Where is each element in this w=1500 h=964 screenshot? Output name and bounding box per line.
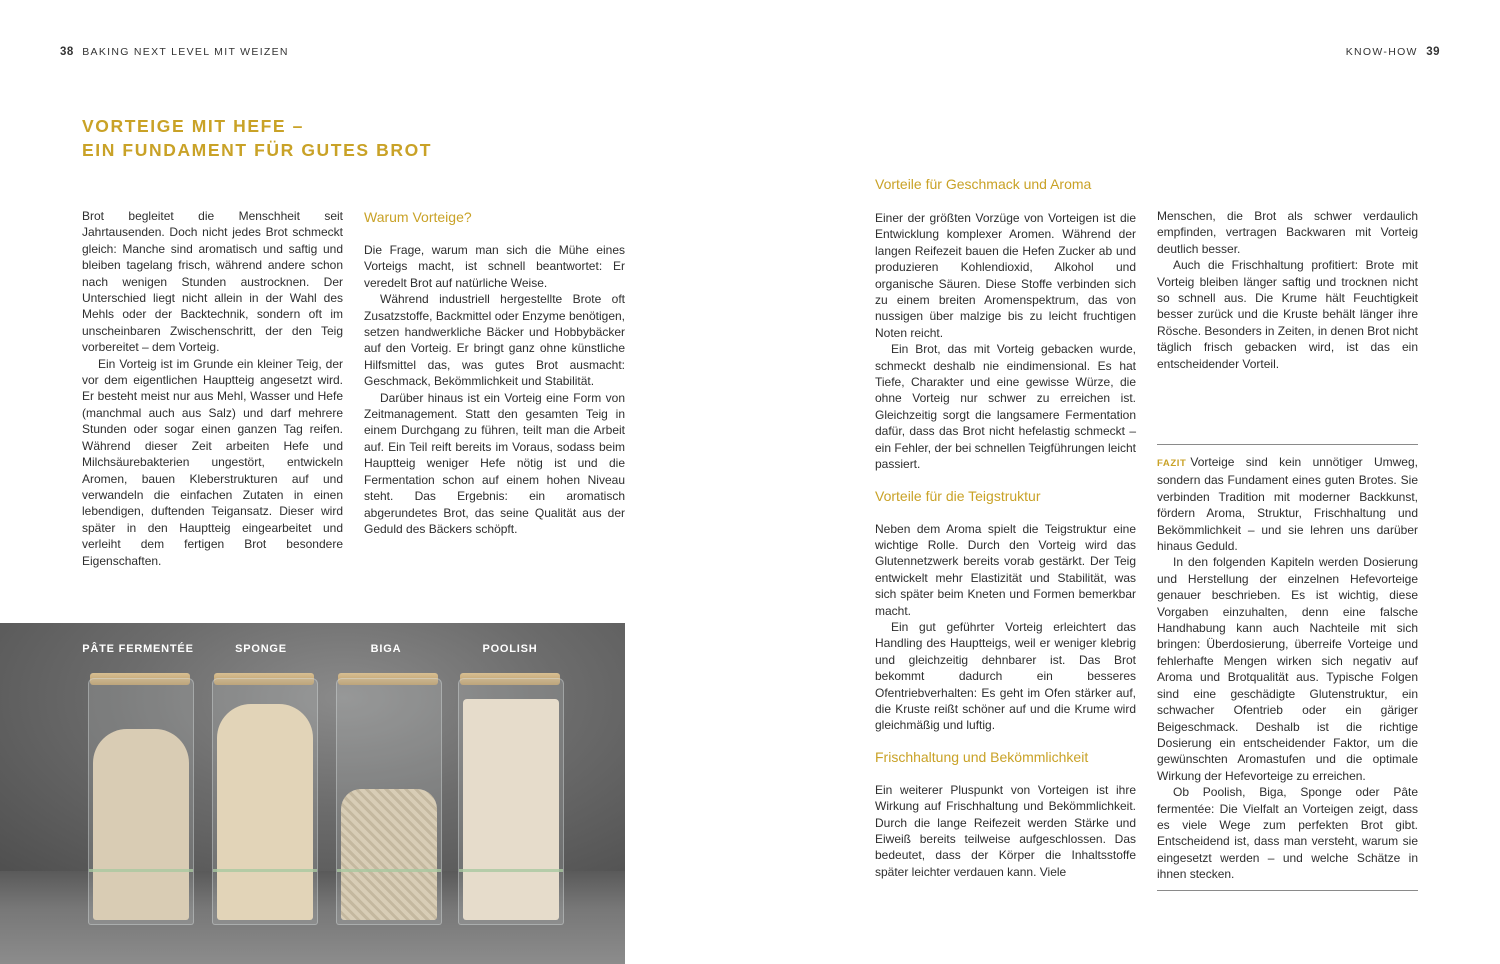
heading-teigstruktur: Vorteile für die Teigstruktur <box>875 487 1041 504</box>
jar-biga <box>336 678 442 925</box>
warum-paragraph-1: Die Frage, warum man sich die Mühe eines Vorteigs macht, ist schnell beantwortet: Er veredelt Brot auf natürliche Weise. <box>364 243 625 290</box>
frische-paragraph-2: Menschen, die Brot als schwer verdaulich empfinden, vertragen Backwaren mit Vorteig deutlich besser. <box>1157 209 1418 256</box>
heading-warum-vorteige: Warum Vorteige? <box>364 209 472 225</box>
aroma-paragraph-1: Einer der größten Vorzüge von Vorteigen ist die Entwicklung komplexer Aromen. Während der langen Reifezeit bauen die Hefen Zucker ab und produzieren Kohlendioxid, Alkohol und organische Säuren. Diese Stoffe verbinden sich zu einem breiten Aromenspektrum, das von nussigen über malzige bis zu leicht fruchtigen Noten reicht. <box>875 211 1136 340</box>
jar-label-poolish: POOLISH <box>482 643 538 655</box>
frische-paragraph-1: Ein weiterer Pluspunkt von Vorteigen ist ihre Wirkung auf Frischhaltung und Bekömmlichkeit. Durch die lange Reifezeit werden Stärke und Eiweiß bereits teilweise aufgeschlossen. Das bedeutet, dass der Körper die Inhaltsstoffe später leichter verdauen kann. Viele <box>875 782 1136 879</box>
jar-fill-biga <box>341 789 437 920</box>
fazit-paragraph-1 <box>1157 454 1418 554</box>
heading-frischhaltung: Frischhaltung und Bekömmlichkeit <box>875 748 1089 765</box>
right-running-title: KNOW-HOW <box>1345 46 1418 58</box>
fazit-paragraph-2: In den folgenden Kapiteln werden Dosierung und Herstellung der einzelnen Hefevorteige genauer beschrieben. Es ist wichtig, diese Vorgaben einzuhalten, denn eine falsche Handhabung kann auch Nachteile mit sich bringen: Überdosierung, überreife Vorteige und fehlerhafte Mengen wirken sich negativ auf Aroma und Brotqualität aus. Typische Folgen sind eine geschädigte Glutenstruktur, ein schwacher Ofentrieb oder ein gäriger Beigeschmack. Deshalb ist die richtige Dosierung ein entscheidender Faktor, um die gewünschten Aromastufen und die optimale Wirkung der Hefevorteige zu erreichen. <box>1157 555 1418 783</box>
jar-band-biga <box>337 869 441 872</box>
warum-paragraph-3: Darüber hinaus ist ein Vorteig eine Form von Zeitmanagement. Statt den gesamten Teig in einem Durchgang zu führen, teilt man die Arbeit auf. Ein Teil reift bereits im Voraus, sodass beim Hauptteig weniger Hefe nötig ist und die Fermentation schon auf einem hohen Niveau steht. Das Ergebnis: ein aromatisch abgerundetes Brot, das seine Qualität aus der Geduld des Bäckers schöpft. <box>364 390 625 536</box>
left-folio <box>60 46 289 58</box>
fazit-paragraph-3: Ob Poolish, Biga, Sponge oder Pâte fermentée: Die Vielfalt an Vorteigen zeigt, dass es viele Wege zum perfekten Brot gibt. Entscheidend ist, dass man versteht, warum sie eingesetzt werden – und welche Schätze in ihnen stecken. <box>1157 785 1418 882</box>
jar-label-pate-fermentee: PÂTE FERMENTÉE <box>82 643 194 655</box>
jar-pate-fermentee <box>88 678 194 925</box>
jar-fill-pate <box>93 729 189 920</box>
column-fazit <box>1157 208 1418 372</box>
jar-fill-sponge <box>217 704 313 920</box>
heading-geschmack-aroma: Vorteile für Geschmack und Aroma <box>875 176 1092 192</box>
column-vorteile <box>875 175 1136 880</box>
intro-paragraph-2: Ein Vorteig ist im Grunde ein kleiner Teig, der vor dem eigentlichen Hauptteig angesetzt wird. Er besteht meist nur aus Mehl, Wasser und Hefe (manchmal auch aus Salz) und darf mehrere Stunden oder sogar einen ganzen Tag reifen. Während dieser Zeit arbeiten Hefe und Milchsäurebakterien ungestört, entwickeln Aromen, bauen Kleberstrukturen auf und verwandeln die einfachen Zutaten in einen lebendigen, duftenden Teigansatz. Dieser wird später in den Hauptteig eingearbeitet und verleiht dem fertigen Brot besondere Eigenschaften. <box>82 356 343 568</box>
right-folio <box>1346 46 1440 58</box>
aroma-paragraph-2: Ein Brot, das mit Vorteig gebacken wurde, schmeckt deshalb nie eindimensional. Es hat Tiefe, Charakter und eine gewisse Würze, die ohne Vorteig nur schwer zu erreichen ist. Gleichzeitig sorgt die langsamere Fermentation dafür, dass das Brot nicht hefelastig schmeckt – ein Fehler, der bei schnellen Teigführungen leicht passiert. <box>875 342 1136 472</box>
fazit-bottom-rule <box>1157 890 1418 891</box>
jar-band-pate <box>89 869 193 872</box>
fazit-paragraph-1-text: Vorteige sind kein unnötiger Umweg, sondern das Fundament eines guten Brotes. Sie verbinden Tradition mit moderner Backkunst, fördern Aroma, Struktur, Frischhaltung und Bekömmlichkeit – und sie lehren uns darüber hinaus Geduld. <box>1157 455 1418 554</box>
struktur-paragraph-2: Ein gut geführter Vorteig erleichtert das Handling des Hauptteigs, weil er weniger klebrig und gleichzeitig dehnbarer ist. Das Brot bekommt dadurch ein besseres Ofentriebverhalten: Es geht im Ofen stärker auf, die Kruste reißt schöner auf und die Krume wird gleichmäßig und luftig. <box>875 619 1136 733</box>
jar-label-biga: BIGA <box>370 643 402 655</box>
intro-paragraph-1: Brot begleitet die Menschheit seit Jahrtausenden. Doch nicht jedes Brot schmeckt gleich: Manche sind aromatisch und saftig und bleiben tagelang frisch, während andere schon nach wenigen Stunden austrocknen. Der Unterschied liegt nicht allein in der Wahl des Mehls oder der Backtechnik, sondern oft im unscheinbaren Zwischenschritt, der den Teig vorbereitet – dem Vorteig. <box>82 209 343 355</box>
warum-paragraph-2: Während industriell hergestellte Brote oft Zusatzstoffe, Backmittel oder Enzyme benötigen, setzen handwerkliche Bäcker und Hobbybäcker auf den Vorteig. Er bringt ganz ohne künstliche Hilfsmittel das, was gutes Brot ausmacht: Geschmack, Bekömmlichkeit und Stabilität. <box>364 292 625 389</box>
struktur-paragraph-1: Neben dem Aroma spielt die Teigstruktur eine wichtige Rolle. Durch den Vorteig wird das Glutennetzwerk bereits vorab gestärkt. Der Teig entwickelt mehr Elastizität und Stabilität, was sich später beim Kneten und Formen bemerkbar macht. <box>875 521 1136 618</box>
column-intro <box>82 208 343 569</box>
left-running-title: BAKING NEXT LEVEL MIT WEIZEN <box>82 46 289 58</box>
fazit-top-rule <box>1157 444 1418 445</box>
jar-label-sponge: SPONGE <box>235 643 287 655</box>
jar-poolish <box>458 678 564 925</box>
jar-fill-poolish <box>463 699 559 920</box>
column-warum <box>364 208 625 537</box>
chapter-title <box>82 114 432 162</box>
chapter-title-line-2: EIN FUNDAMENT FÜR GUTES BROT <box>82 140 433 160</box>
jar-sponge <box>212 678 318 925</box>
chapter-title-line-1: VORTEIGE MIT HEFE – <box>82 116 304 136</box>
jar-band-sponge <box>213 869 317 872</box>
fazit-box <box>1157 454 1418 883</box>
frische-paragraph-3: Auch die Frischhaltung profitiert: Brote mit Vorteig bleiben länger saftig und trocknen nicht so schnell aus. Die Krume hält Feuchtigkeit besser zurück und die Kruste behält länger ihre Rösche. Besonders in Zeiten, in denen Brot nicht täglich frisch gebacken wird, ist das ein entscheidender Vorteil. <box>1157 258 1418 371</box>
jar-band-poolish <box>459 869 563 872</box>
jars-photo <box>0 623 625 964</box>
left-page-number: 38 <box>60 46 74 58</box>
right-page-number: 39 <box>1426 46 1440 58</box>
fazit-label: FAZIT <box>1157 458 1187 469</box>
